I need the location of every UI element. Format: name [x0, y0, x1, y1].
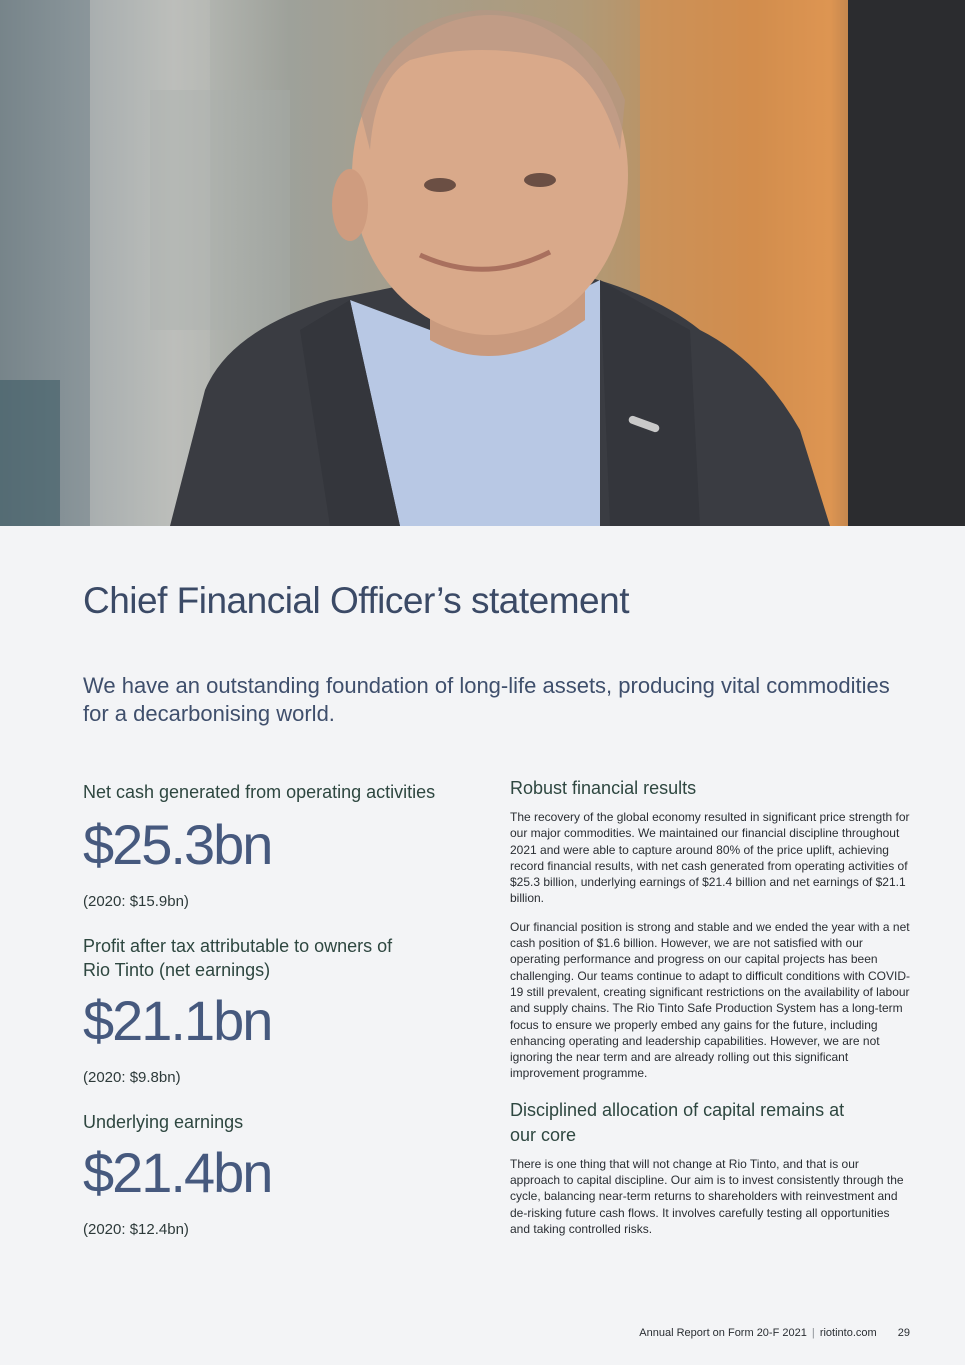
metric-prior-year: (2020: $9.8bn) — [83, 1069, 181, 1086]
website-link[interactable]: riotinto.com — [819, 1327, 877, 1339]
footer-separator: | — [811, 1327, 815, 1339]
metric-value: $21.4bn — [83, 1141, 272, 1204]
paragraph: The recovery of the global economy resulted in significant price strength for our major commodities. We maintained our financial discipline throughout 2021 and were able to capture around 80% of the price uplift, achieving record financial results, with net cash generated from operating activities of $25.3 billion, underlying earnings of $21.4 billion and net earnings of $21.1 billion. — [510, 810, 910, 906]
portrait-illustration — [0, 0, 965, 526]
section-heading-robust: Robust financial results — [510, 778, 697, 798]
portrait-photo — [0, 0, 965, 526]
metric-underlying-earnings — [83, 1110, 483, 1240]
section-heading-discipline-continued: our core — [510, 1124, 577, 1145]
metric-label: Underlying earnings — [83, 1112, 244, 1132]
metric-value: $21.1bn — [83, 989, 272, 1052]
metric-value: $25.3bn — [83, 813, 272, 876]
statement-body — [510, 776, 912, 1237]
metric-prior-year: (2020: $15.9bn) — [83, 893, 189, 910]
page-number: 29 — [897, 1327, 910, 1339]
metric-net-earnings — [83, 934, 483, 1088]
page-title: Chief Financial Officer’s statement — [83, 580, 629, 621]
metric-label: Profit after tax attributable to owners of — [83, 936, 393, 956]
metric-label: Net cash generated from operating activities — [83, 782, 436, 802]
paragraph: Our financial position is strong and stable and we ended the year with a net cash position of $1.6 billion. However, we are not satisfied with our operating performance and progress on our capital projects has been challenging. Our teams continue to adapt to difficult conditions with COVID-19 still prevalent, creating significant restrictions on the availability of labour and supply chains. The Rio Tinto Safe Production System has a long-term focus to ensure we properly embed any gains for the future, including enhancing operating and leadership capabilities. However, we are not ignoring the near term and are already rolling out this significant improvement programme. — [510, 919, 910, 1081]
paragraph: There is one thing that will not change at Rio Tinto, and that is our approach to capital discipline. Our aim is to invest consistently through the cycle, balancing near-term returns to shareholders with reinvestment and de-risking future cash flows. It involves carefully testing all opportunities and taking controlled risks. — [510, 1156, 904, 1236]
metric-label-continued: Rio Tinto (net earnings) — [83, 960, 271, 980]
section-heading-discipline: Disciplined allocation of capital remains at — [510, 1099, 845, 1120]
metric-net-cash — [83, 780, 483, 912]
intro-statement: We have an outstanding foundation of long-life assets, producing vital commodities for a decarbonising world. — [83, 673, 890, 726]
key-metrics — [83, 780, 483, 1240]
report-title: Annual Report on Form 20-F 2021 — [639, 1327, 807, 1339]
metric-prior-year: (2020: $12.4bn) — [83, 1221, 189, 1238]
page-footer — [639, 1327, 910, 1339]
